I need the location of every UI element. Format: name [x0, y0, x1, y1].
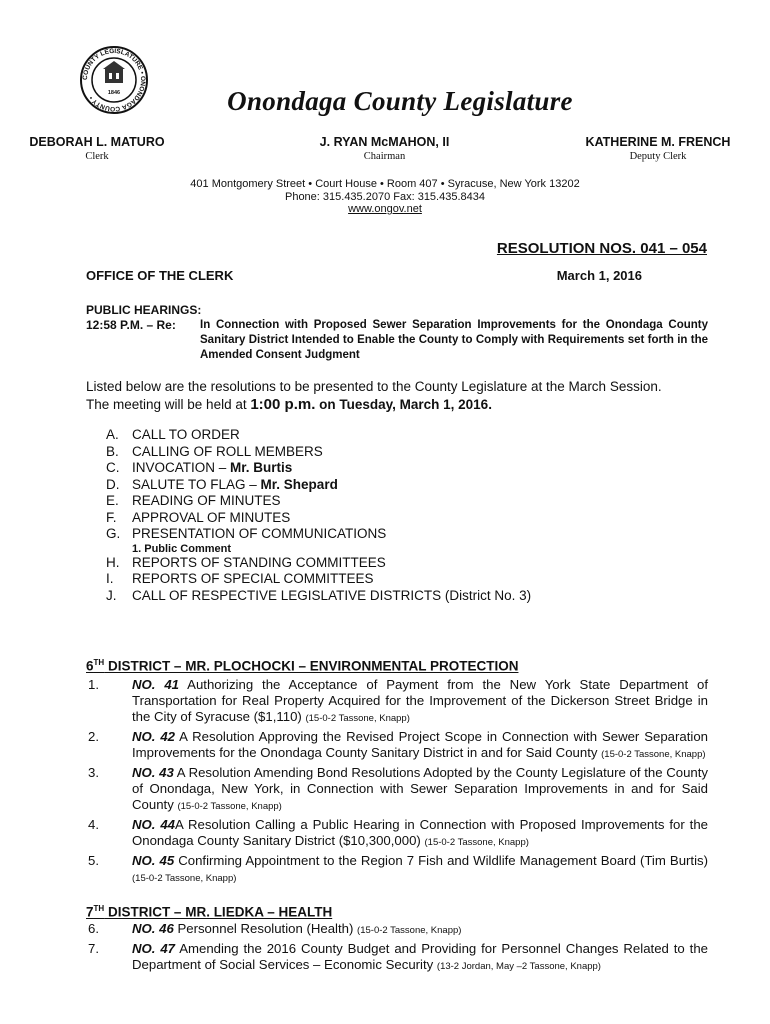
district-title: DISTRICT – MR. LIEDKA – HEALTH	[104, 904, 333, 920]
agenda-letter: E.	[106, 493, 119, 508]
committee-vote: (15-0-2 Tassone, Knapp)	[132, 873, 237, 884]
agenda-item	[106, 493, 706, 510]
item-number: 1.	[88, 677, 99, 692]
district-7-items	[86, 921, 708, 977]
agenda-letter: A.	[106, 427, 119, 442]
intro-line-1: Listed below are the resolutions to be presented to the County Legislature at the March Session.	[86, 379, 662, 394]
resolution-number: NO. 43	[132, 765, 174, 780]
officer-name: DEBORAH L. MATURO	[29, 135, 165, 149]
item-number: 2.	[88, 729, 99, 744]
meeting-time: 1:00 p.m.	[250, 396, 316, 413]
resolution-number: NO. 41	[132, 677, 180, 692]
agenda-text	[132, 444, 323, 461]
agenda-item	[106, 588, 706, 605]
agenda-text-bold: Mr. Burtis	[230, 460, 293, 475]
district-heading-7	[86, 904, 332, 920]
agenda-text-plain: 1. Public Comment	[132, 542, 232, 555]
resolution-text: Personnel Resolution (Health)	[173, 921, 358, 936]
item-number: 6.	[88, 921, 99, 936]
agenda-text-plain: READING OF MINUTES	[132, 493, 281, 508]
intro-suffix: on Tuesday, March 1, 2016.	[315, 397, 492, 412]
agenda-item	[106, 460, 706, 477]
agenda-text-plain: REPORTS OF STANDING COMMITTEES	[132, 554, 386, 570]
agenda-item	[106, 444, 706, 461]
public-hearings-label: PUBLIC HEARINGS:	[86, 303, 202, 317]
resolution-text: Amending the 2016 County Budget and Providing for Personnel Changes Related to the Department of Social Services – Economic Security	[132, 941, 708, 972]
resolution-number: NO. 47	[132, 941, 176, 956]
item-number: 4.	[88, 817, 99, 832]
agenda-text	[132, 543, 231, 555]
resolution-number: NO. 42	[132, 729, 176, 744]
resolution-item	[86, 941, 708, 975]
officer-name: J. RYAN McMAHON, II	[319, 135, 450, 149]
page-title: Onondaga County Legislature	[227, 86, 573, 116]
agenda-text-plain: PRESENTATION OF COMMUNICATIONS	[132, 526, 387, 541]
officer-chairman	[277, 135, 492, 162]
agenda-text	[132, 588, 531, 605]
seal-year: 1846	[107, 90, 121, 96]
website-link[interactable]: www.ongov.net	[348, 203, 422, 215]
street-address: 401 Montgomery Street • Court House • Room 407 • Syracuse, New York 13202	[190, 178, 580, 190]
agenda-text-plain: CALL OF RESPECTIVE LEGISLATIVE DISTRICTS (District No. 3)	[132, 587, 532, 603]
phone-fax: Phone: 315.435.2070 Fax: 315.435.8434	[284, 190, 485, 203]
agenda-text	[132, 477, 338, 494]
officer-name: KATHERINE M. FRENCH	[585, 135, 731, 149]
resolution-item	[86, 817, 708, 851]
committee-vote: (15-0-2 Tassone, Knapp)	[601, 749, 706, 760]
resolution-number: NO. 45	[132, 853, 175, 868]
agenda-item	[106, 477, 706, 494]
public-hearing-time: 12:58 P.M. – Re:	[86, 318, 176, 332]
officer-clerk	[22, 135, 172, 162]
intro-paragraph	[86, 378, 711, 414]
district-ordinal: TH	[93, 658, 105, 667]
seal-ring-text: COUNTY LEGISLATURE • ONONDAGA COUNTY •	[81, 47, 147, 113]
agenda-item	[106, 427, 706, 444]
agenda-text	[132, 526, 386, 543]
agenda-text-plain: INVOCATION –	[132, 460, 231, 475]
district-title: DISTRICT – MR. PLOCHOCKI – ENVIRONMENTAL PROTECTION	[104, 658, 519, 674]
resolution-item	[86, 921, 708, 939]
resolution-number: NO. 44	[132, 817, 176, 832]
resolution-numbers: RESOLUTION NOS. 041 – 054	[496, 240, 707, 257]
agenda-item	[106, 510, 706, 527]
item-number: 5.	[88, 853, 99, 868]
officer-role: Clerk	[85, 151, 109, 162]
officer-role: Deputy Clerk	[629, 151, 687, 162]
item-number: 3.	[88, 765, 99, 780]
agenda-text	[132, 555, 386, 572]
agenda-text-plain: APPROVAL OF MINUTES	[132, 509, 291, 525]
agenda-text	[132, 427, 240, 444]
agenda-text-plain: SALUTE TO FLAG –	[132, 476, 261, 492]
resolution-text: Confirming Appointment to the Region 7 Fish and Wildlife Management Board (Tim Burtis)	[174, 853, 708, 868]
agenda-letter: B.	[106, 443, 119, 459]
resolution-item	[86, 765, 708, 815]
resolution-text: A Resolution Calling a Public Hearing in Connection with Proposed Improvements for the Onondaga County Sanitary District ($10,300,000)	[132, 817, 708, 848]
committee-vote: (15-0-2 Tassone, Knapp)	[424, 837, 529, 848]
agenda-letter: H.	[106, 554, 120, 570]
agenda-text	[132, 493, 281, 510]
committee-vote: (15-0-2 Tassone, Knapp)	[357, 925, 462, 936]
resolution-text: Authorizing the Acceptance of Payment from the New York State Department of Transportation for Real Property Acquired for the Improvement of the Dickerson Street Bridge in the City of Syracuse ($1,110)	[132, 677, 709, 724]
agenda-text-plain: REPORTS OF SPECIAL COMMITTEES	[132, 571, 374, 586]
agenda-item	[106, 526, 706, 543]
district-number: 7	[86, 904, 94, 920]
agenda-text	[132, 460, 292, 477]
agenda-letter: G.	[106, 526, 121, 541]
intro-prefix: The meeting will be held at	[86, 397, 251, 412]
district-number: 6	[86, 658, 94, 674]
agenda-text-bold: Mr. Shepard	[260, 476, 338, 492]
agenda-letter: J.	[106, 587, 117, 603]
officer-role: Chairman	[363, 151, 406, 162]
agenda-subitem	[106, 543, 706, 555]
agenda-text-plain: CALL TO ORDER	[132, 427, 240, 442]
committee-vote: (15-0-2 Tassone, Knapp)	[177, 801, 282, 812]
agenda-text-plain: CALLING OF ROLL MEMBERS	[132, 443, 323, 459]
agenda-letter: I.	[106, 571, 114, 586]
committee-vote: (15-0-2 Tassone, Knapp)	[305, 713, 410, 724]
resolution-number: NO. 46	[132, 921, 174, 936]
resolution-item	[86, 853, 708, 887]
officer-deputy-clerk	[568, 135, 748, 162]
public-hearing-subject: In Connection with Proposed Sewer Separation Improvements for the Onondaga County Sanitary District Intended to Enable the County to Comply with Requirements set forth in the Amended Consent Judgment	[200, 319, 708, 361]
item-number: 7.	[88, 941, 99, 956]
resolution-item	[86, 729, 708, 763]
agenda-letter: D.	[106, 476, 120, 492]
resolution-text: A Resolution Approving the Revised Project Scope in Connection with Sewer Separation Improvements for the Onondaga County Sanitary District in and for Said County	[132, 729, 708, 760]
resolution-item	[86, 677, 708, 727]
agenda-item	[106, 555, 706, 572]
officers-row	[22, 135, 748, 169]
district-6-items	[86, 677, 708, 889]
office-label: OFFICE OF THE CLERK	[86, 268, 234, 283]
committee-vote: (13-2 Jordan, May –2 Tassone, Knapp)	[436, 961, 601, 972]
meeting-date: March 1, 2016	[556, 268, 642, 283]
address-block	[0, 178, 770, 216]
agenda-list	[106, 427, 706, 604]
agenda-letter: C.	[106, 460, 120, 475]
agenda-text	[132, 510, 290, 527]
district-ordinal: TH	[93, 904, 105, 913]
agenda-text	[132, 571, 374, 588]
resolution-text: A Resolution Amending Bond Resolutions Adopted by the County Legislature of the County of Onondaga, New York, in Connection with Sewer Separation Improvements in and for Said County	[132, 765, 709, 812]
intro-line-2	[86, 396, 711, 414]
agenda-item	[106, 571, 706, 588]
agenda-letter: F.	[106, 509, 117, 525]
district-heading-6	[86, 658, 518, 674]
